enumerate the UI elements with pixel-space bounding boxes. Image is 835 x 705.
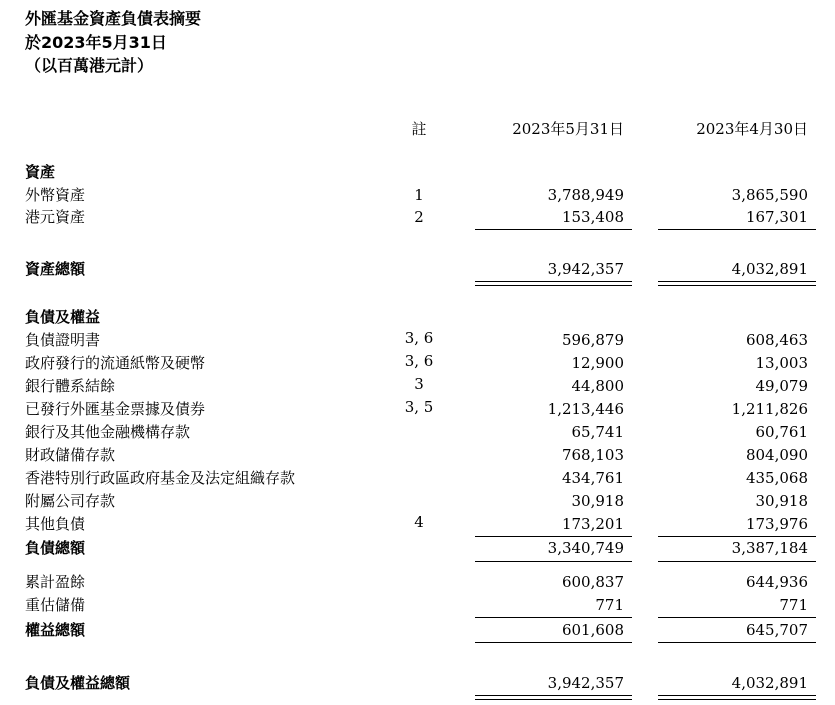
note-column-header: 註 (411, 120, 427, 138)
row-note: 2 (414, 208, 424, 226)
row-previous: 804,090 (745, 446, 808, 464)
subtotal-rule (475, 229, 632, 230)
row-previous: 13,003 (755, 354, 808, 372)
row-previous: 60,761 (755, 423, 808, 441)
row-note: 4 (414, 513, 424, 531)
row-label: 其他負債 (25, 515, 86, 533)
row-label: 銀行體系結餘 (25, 377, 116, 395)
grand-total-label: 負債及權益總額 (25, 674, 131, 692)
row-current: 12,900 (571, 354, 624, 372)
subtotal-rule (658, 642, 816, 643)
row-label: 負債證明書 (25, 331, 101, 349)
double-rule-bottom (658, 285, 816, 286)
liabilities-heading: 負債及權益 (25, 308, 101, 326)
row-label: 財政儲備存款 (25, 446, 116, 464)
row-current: 65,741 (571, 423, 624, 441)
assets-total-current: 3,942,357 (547, 260, 624, 278)
equity-total-label: 權益總額 (25, 621, 86, 639)
row-current: 30,918 (571, 492, 624, 510)
liabilities-total-label: 負債總額 (25, 539, 86, 557)
row-previous: 30,918 (755, 492, 808, 510)
report-title: 外匯基金資產負債表摘要 (25, 9, 202, 28)
assets-total-previous: 4,032,891 (731, 260, 808, 278)
grand-total-previous: 4,032,891 (731, 674, 808, 692)
row-label: 港元資產 (25, 208, 86, 226)
row-current: 771 (595, 596, 624, 614)
row-note: 3, 6 (404, 352, 434, 370)
row-current: 434,761 (561, 469, 624, 487)
row-label: 外幣資產 (25, 186, 86, 204)
row-previous: 167,301 (745, 208, 808, 226)
row-label: 香港特別行政區政府基金及法定組織存款 (25, 469, 296, 487)
subtotal-rule (658, 229, 816, 230)
report-unit: （以百萬港元計） (25, 56, 154, 75)
row-current: 173,201 (561, 515, 624, 533)
subtotal-rule (475, 617, 632, 618)
row-label: 銀行及其他金融機構存款 (25, 423, 191, 441)
subtotal-rule (658, 561, 816, 562)
row-note: 1 (414, 186, 424, 204)
subtotal-rule (475, 642, 632, 643)
double-rule-bottom (658, 699, 816, 700)
row-label: 重估儲備 (25, 596, 86, 614)
row-current: 44,800 (571, 377, 624, 395)
row-current: 768,103 (561, 446, 624, 464)
row-previous: 49,079 (755, 377, 808, 395)
subtotal-rule (475, 536, 632, 537)
double-rule-top (658, 281, 816, 282)
assets-heading: 資產 (25, 163, 56, 181)
equity-total-current: 601,608 (561, 621, 624, 639)
row-label: 附屬公司存款 (25, 492, 116, 510)
liabilities-total-current: 3,340,749 (547, 539, 624, 557)
current-column-header: 2023年5月31日 (512, 120, 624, 138)
row-previous: 644,936 (745, 573, 808, 591)
row-note: 3, 5 (404, 398, 434, 416)
row-previous: 173,976 (745, 515, 808, 533)
double-rule-bottom (475, 285, 632, 286)
row-previous: 3,865,590 (731, 186, 808, 204)
row-label: 政府發行的流通紙幣及硬幣 (25, 354, 206, 372)
row-current: 600,837 (561, 573, 624, 591)
equity-total-previous: 645,707 (745, 621, 808, 639)
row-previous: 435,068 (745, 469, 808, 487)
double-rule-top (658, 695, 816, 696)
subtotal-rule (658, 536, 816, 537)
liabilities-total-previous: 3,387,184 (731, 539, 808, 557)
double-rule-top (475, 281, 632, 282)
row-previous: 1,211,826 (731, 400, 808, 418)
subtotal-rule (658, 617, 816, 618)
row-label: 已發行外匯基金票據及債券 (25, 400, 206, 418)
row-note: 3, 6 (404, 329, 434, 347)
previous-column-header: 2023年4月30日 (696, 120, 808, 138)
double-rule-top (475, 695, 632, 696)
report-date: 於2023年5月31日 (25, 33, 167, 52)
assets-total-label: 資產總額 (25, 260, 86, 278)
row-previous: 771 (779, 596, 808, 614)
row-label: 累計盈餘 (25, 573, 86, 591)
row-note: 3 (414, 375, 424, 393)
row-current: 153,408 (561, 208, 624, 226)
double-rule-bottom (475, 699, 632, 700)
row-previous: 608,463 (745, 331, 808, 349)
row-current: 1,213,446 (547, 400, 624, 418)
row-current: 3,788,949 (547, 186, 624, 204)
grand-total-current: 3,942,357 (547, 674, 624, 692)
subtotal-rule (475, 561, 632, 562)
row-current: 596,879 (561, 331, 624, 349)
